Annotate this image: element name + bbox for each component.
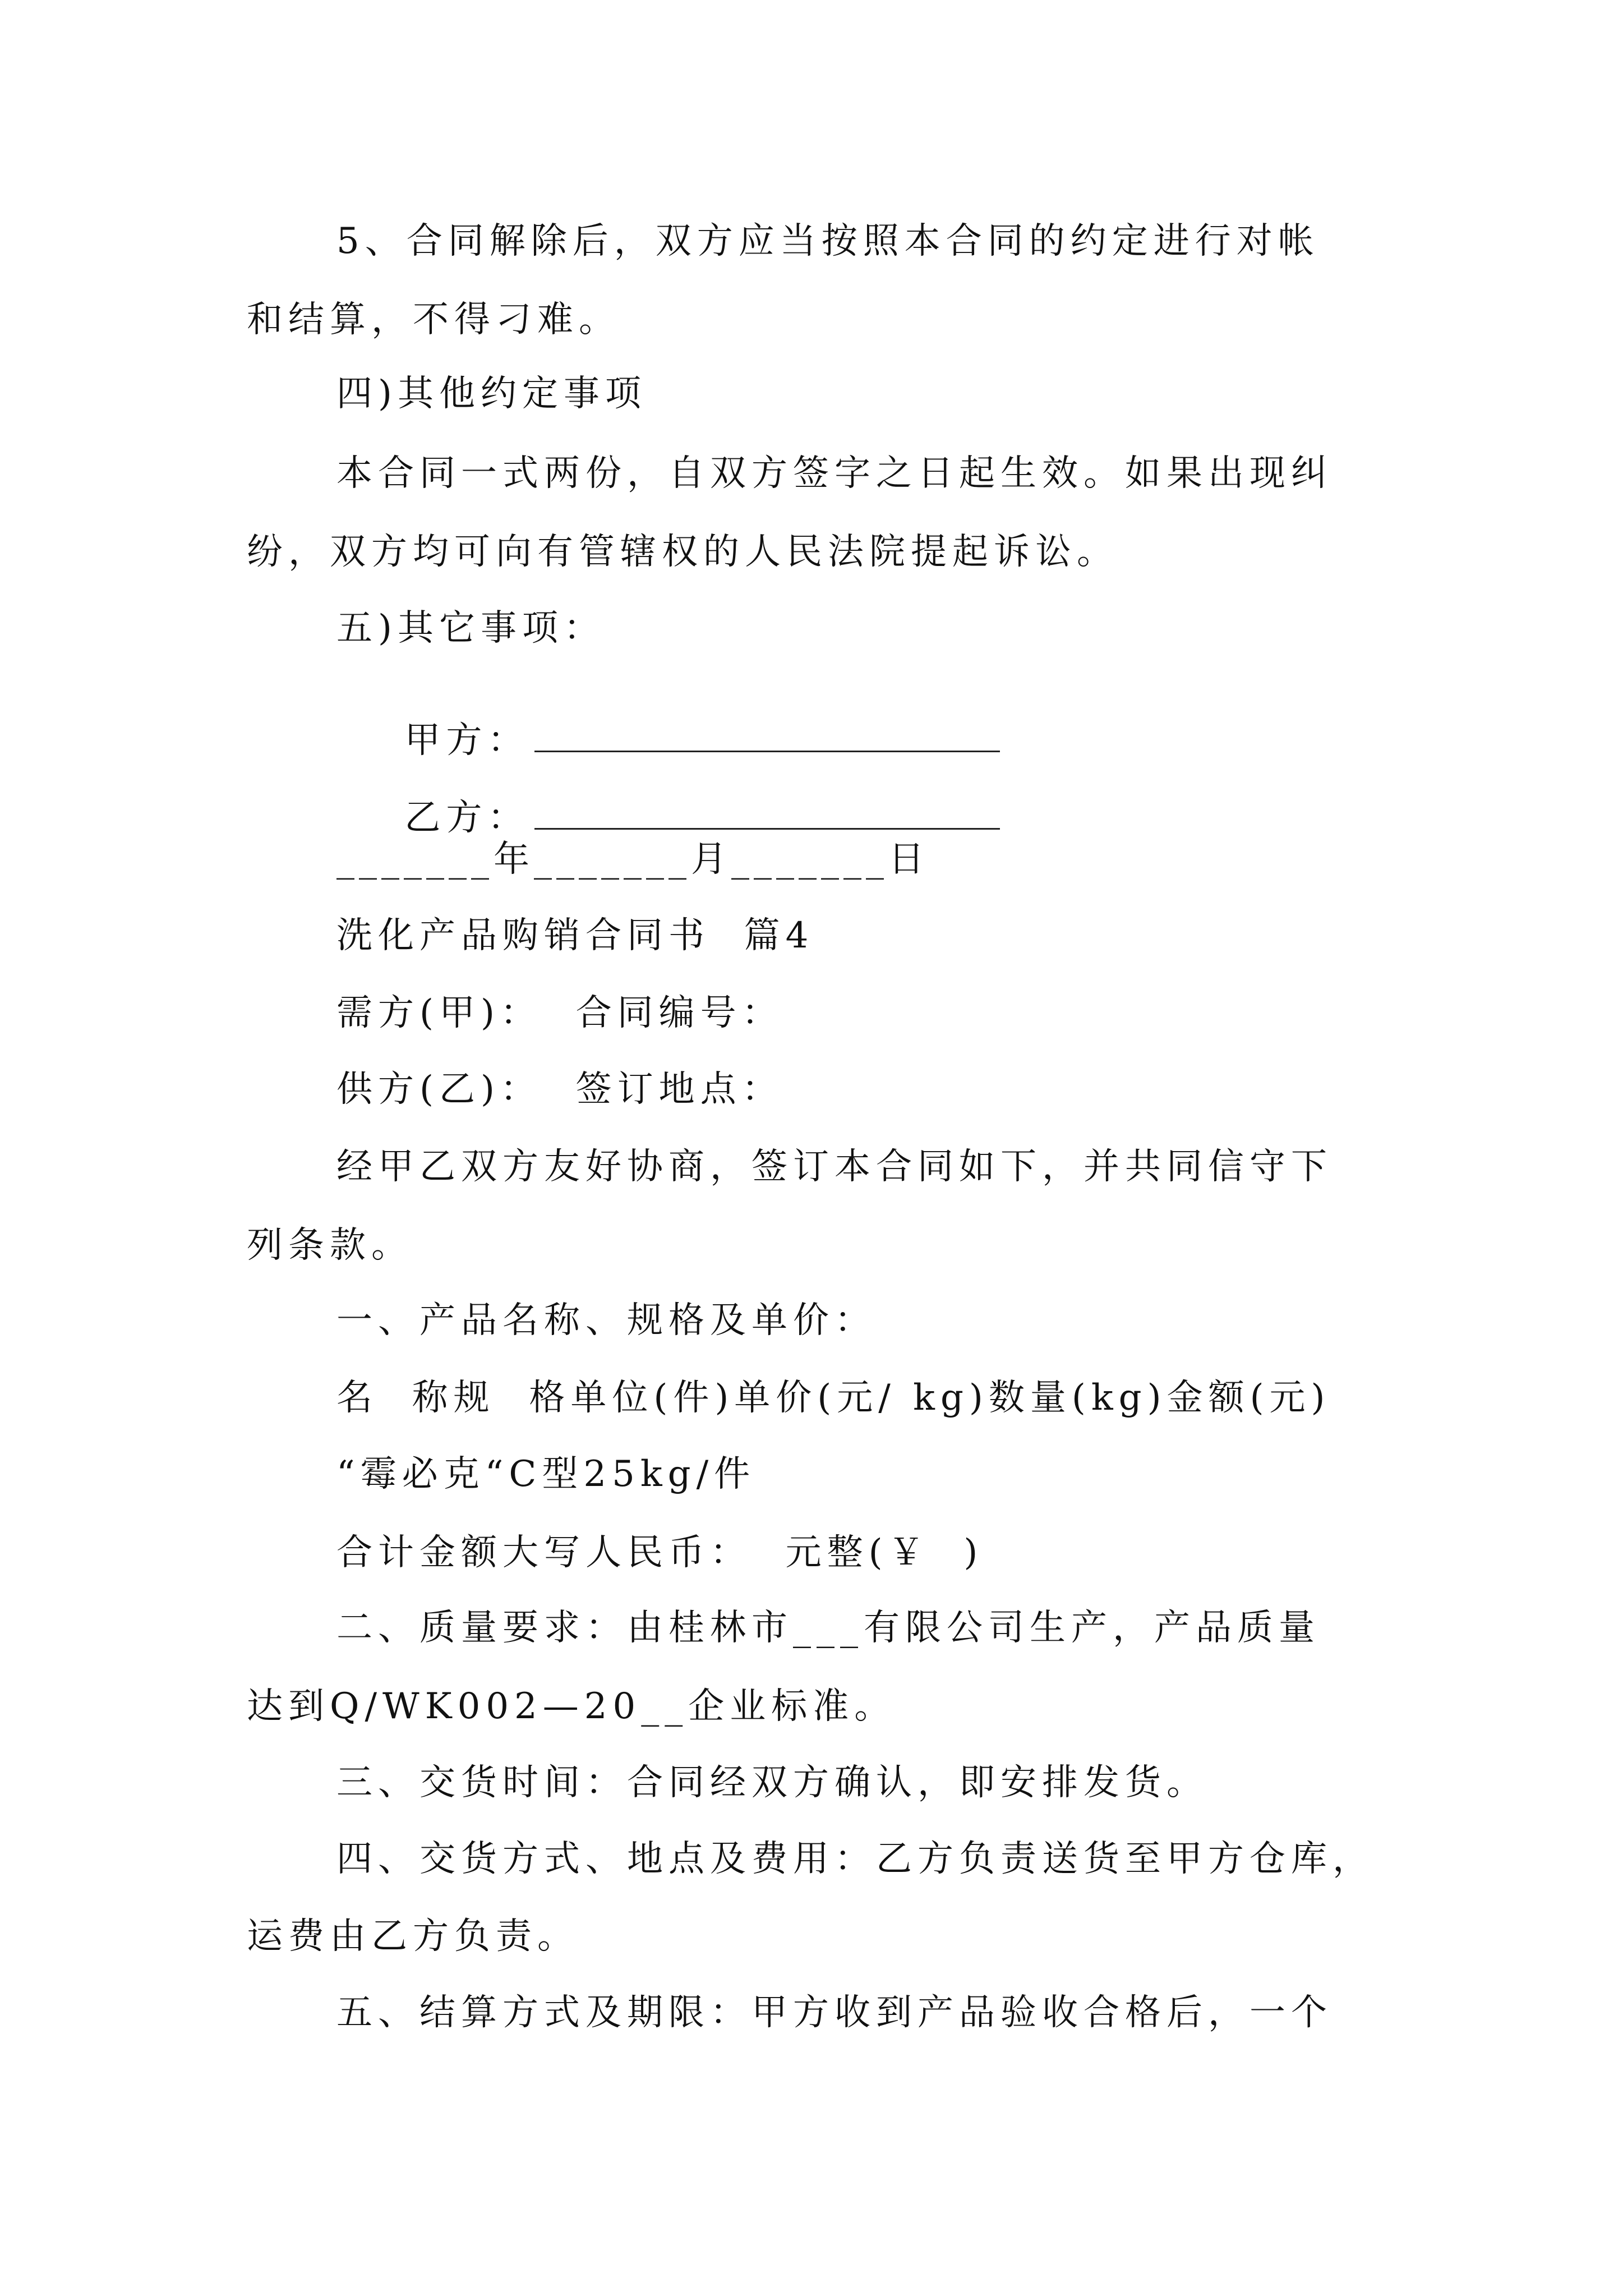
paragraph-line: 纷，双方均可向有管辖权的人民法院提起诉讼。	[247, 531, 1118, 573]
section-heading: 五)其它事项：	[336, 608, 605, 649]
paragraph-line: 列条款。	[247, 1225, 413, 1266]
paragraph-line: 达到Q/WK002—20__企业标准。	[247, 1686, 896, 1727]
table-header-line: 名 称规 格单位(件)单价(元/ kg)数量(kg)金额(元)	[336, 1377, 1331, 1419]
document-title: 洗化产品购销合同书 篇4	[336, 915, 814, 956]
signature-blank	[534, 822, 1000, 830]
date-line: _______年_______月_______日	[336, 839, 929, 880]
paragraph-line: 本合同一式两份，自双方签字之日起生效。如果出现纠	[336, 453, 1332, 494]
supplier-line: 供方(乙)： 签订地点：	[336, 1069, 783, 1110]
party-a-label: 甲方：	[404, 720, 529, 761]
buyer-line: 需方(甲)： 合同编号：	[336, 992, 783, 1034]
party-b-label: 乙方：	[404, 797, 529, 839]
product-line: “霉必克“C型25kg/件	[336, 1453, 756, 1495]
signature-blank	[534, 745, 1000, 752]
paragraph-line: 和结算，不得刁难。	[247, 299, 620, 341]
paragraph-line: 5、合同解除后，双方应当按照本合同的约定进行对帐	[336, 220, 1320, 262]
paragraph-line: 五、结算方式及期限：甲方收到产品验收合格后，一个	[336, 1992, 1332, 2033]
paragraph-line: 经甲乙双方友好协商，签订本合同如下，并共同信守下	[336, 1146, 1332, 1188]
section-heading: 一、产品名称、规格及单价：	[336, 1300, 876, 1341]
section-heading: 四)其他约定事项	[336, 373, 647, 415]
paragraph-line: 二、质量要求：由桂林市___有限公司生产，产品质量	[336, 1607, 1320, 1649]
paragraph-line: 三、交货时间：合同经双方确认，即安排发货。	[336, 1762, 1208, 1803]
paragraph-line: 运费由乙方负责。	[247, 1916, 579, 1957]
paragraph-line: 四、交货方式、地点及费用：乙方负责送货至甲方仓库，	[336, 1838, 1374, 1880]
total-amount-line: 合计金额大写人民币： 元整(￥ )	[336, 1532, 984, 1573]
